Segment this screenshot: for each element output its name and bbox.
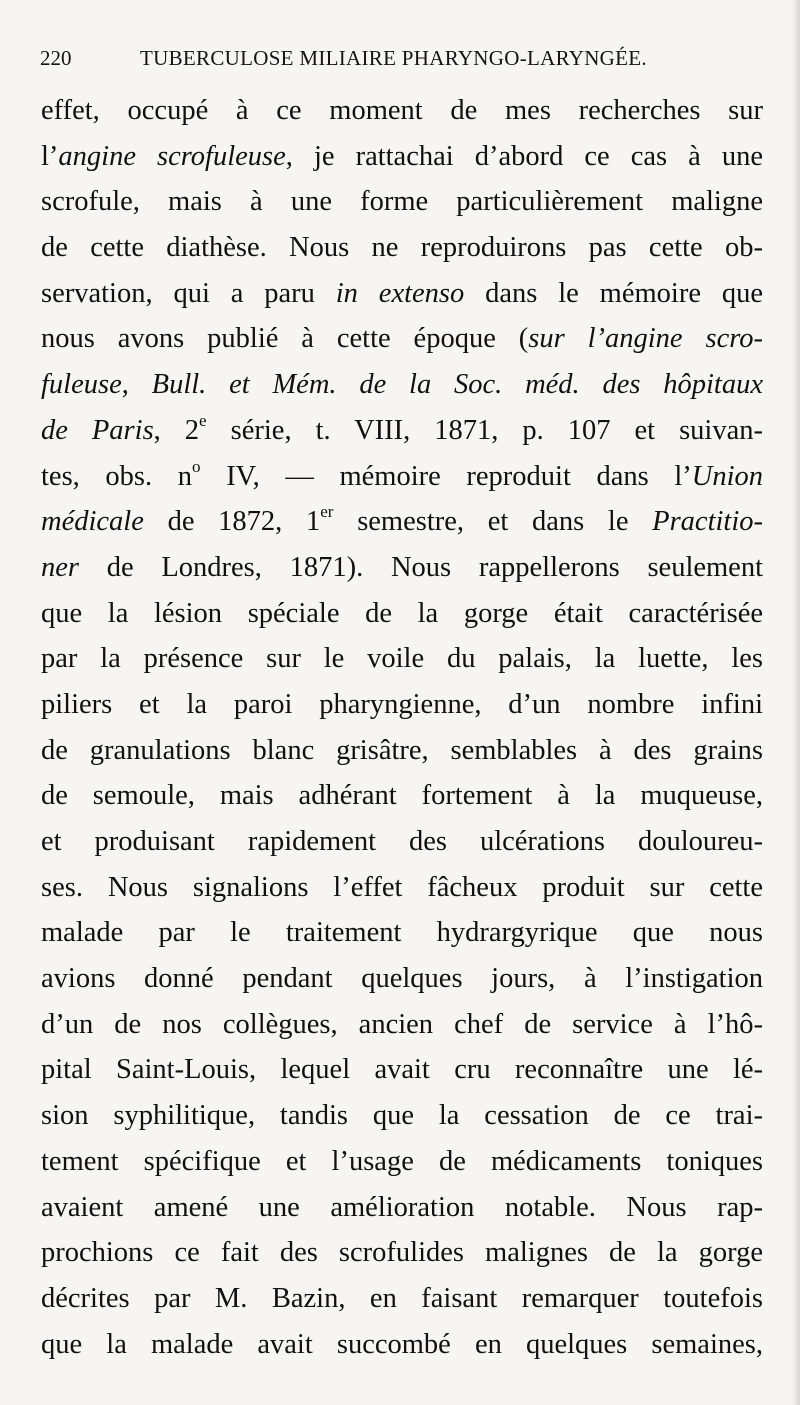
page-header	[40, 40, 760, 76]
text-line: tement spécifique et l’usage de médicaments toniques	[41, 1145, 763, 1177]
text-line: avaient amené une amélioration notable. Nous rap-	[41, 1191, 763, 1223]
page-edge-shadow	[792, 0, 800, 1405]
text-line: avions donné pendant quelques jours, à l’instigation	[41, 963, 763, 995]
text-line: nous avons publié à cette époque (sur l’angine scro-	[41, 323, 763, 355]
running-title: TUBERCULOSE MILIAIRE PHARYNGO-LARYNGÉE.	[140, 46, 647, 70]
text-line: que la malade avait succombé en quelques semaines,	[41, 1328, 763, 1360]
text-line: effet, occupé à ce moment de mes recherches sur	[41, 95, 763, 126]
text-line: de Paris, 2e série, t. VIII, 1871, p. 107 et suivan-	[41, 411, 763, 446]
text-line: l’angine scrofuleuse, je rattachai d’abord ce cas à une	[41, 140, 763, 172]
text-line: de granulations blanc grisâtre, semblables à des grains	[41, 734, 763, 766]
text-line: décrites par M. Bazin, en faisant remarquer toutefois	[41, 1282, 763, 1314]
text-line: pital Saint-Louis, lequel avait cru reconnaître une lé-	[41, 1054, 763, 1086]
text-line: scrofule, mais à une forme particulièrement maligne	[41, 186, 763, 218]
text-line: par la présence sur le voile du palais, la luette, les	[41, 643, 763, 675]
text-line: de semoule, mais adhérant fortement à la muqueuse,	[41, 780, 763, 812]
text-line: malade par le traitement hydrargyrique que nous	[41, 917, 763, 949]
text-line: prochions ce fait des scrofulides malignes de la gorge	[41, 1237, 763, 1269]
text-line: tes, obs. $n^o$ IV, — mémoire reproduit dans l’Union	[41, 456, 764, 492]
text-line: ner de Londres, 1871). Nous rappellerons seulement	[41, 551, 763, 583]
body-text	[41, 88, 763, 1367]
text-line: sion syphilitique, tandis que la cessation de ce trai-	[41, 1100, 763, 1132]
text-line: servation, qui a paru in extenso dans le mémoire que	[41, 277, 763, 309]
text-line: piliers et la paroi pharyngienne, d’un nombre infini	[41, 688, 763, 720]
text-line: de cette diathèse. Nous ne reproduirons pas cette ob-	[41, 232, 763, 264]
text-line: fuleuse, Bull. et Mém. de la Soc. méd. des hôpitaux	[41, 369, 763, 401]
text-line: ses. Nous signalions l’effet fâcheux produit sur cette	[41, 871, 763, 903]
text-line: médicale de 1872, 1er semestre, et dans le Practitio-	[41, 502, 763, 538]
text-line: que la lésion spéciale de la gorge était caractérisée	[41, 597, 763, 629]
text-line: d’un de nos collègues, ancien chef de service à l’hô-	[41, 1008, 763, 1040]
page-number: 220	[40, 46, 72, 70]
text-line: et produisant rapidement des ulcérations douloureu-	[41, 826, 763, 857]
